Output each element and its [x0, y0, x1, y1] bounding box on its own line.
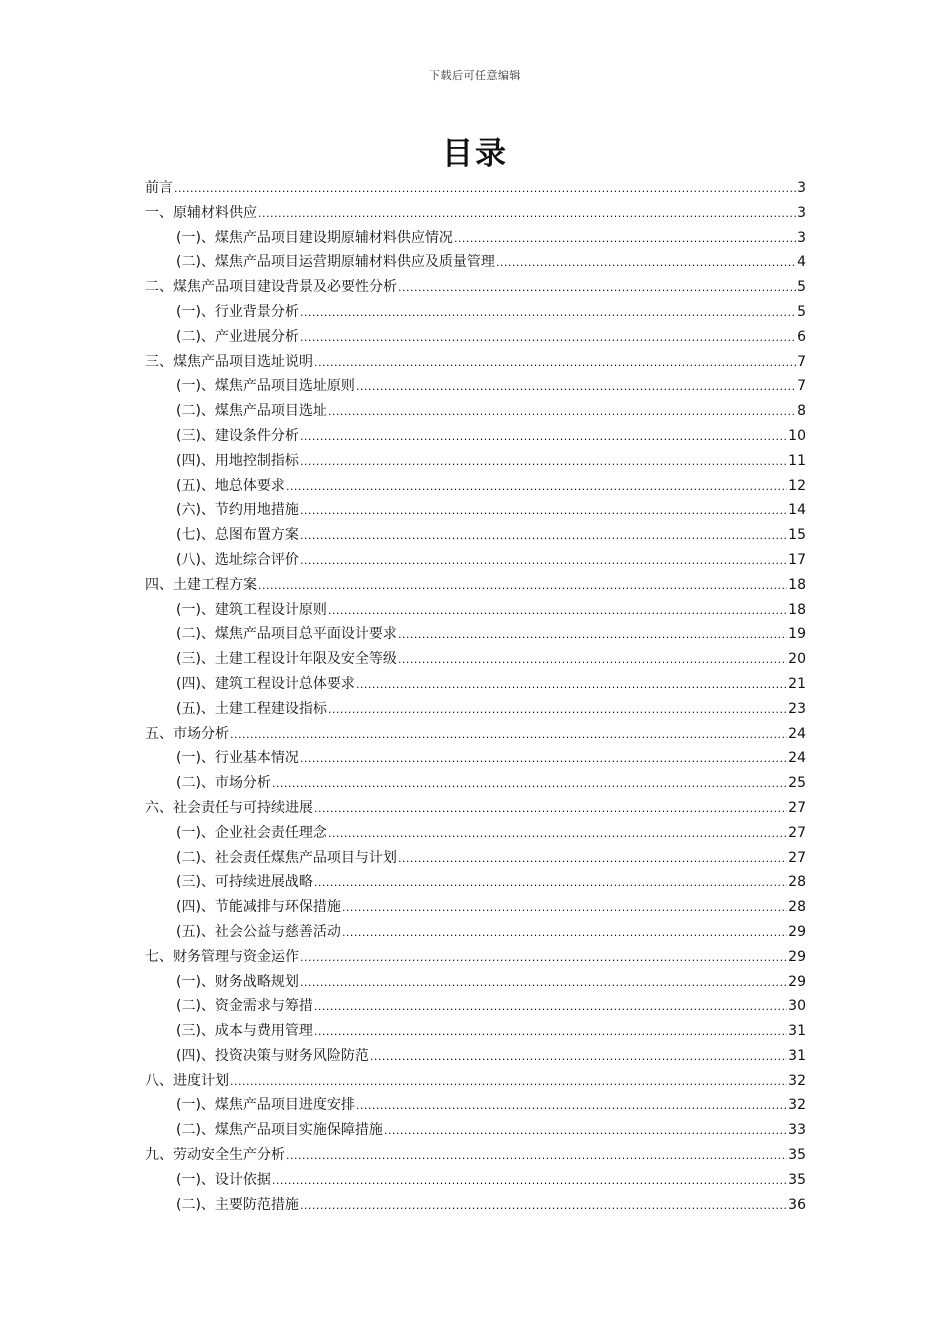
- toc-entry[interactable]: [145, 1069, 806, 1094]
- toc-entry-page-number: 17: [788, 551, 806, 568]
- toc-entry-label: (二)、煤焦产品项目总平面设计要求: [176, 626, 397, 643]
- toc-entry-page-number: 15: [788, 527, 806, 544]
- toc-entry[interactable]: [145, 697, 806, 722]
- toc-dot-leader: [300, 450, 787, 475]
- toc-entry-page-number: 27: [788, 799, 806, 816]
- toc-entry[interactable]: [145, 722, 806, 747]
- toc-dot-leader: [328, 822, 787, 847]
- toc-entry-label: (一)、行业背景分析: [176, 303, 299, 320]
- toc-dot-leader: [300, 326, 796, 351]
- toc-entry-label: (四)、节能减排与环保措施: [176, 899, 341, 916]
- toc-entry[interactable]: [145, 746, 806, 771]
- toc-entry-label: 四、土建工程方案: [145, 576, 257, 593]
- toc-entry[interactable]: [145, 994, 806, 1019]
- toc-entry-label: 七、财务管理与资金运作: [145, 948, 299, 965]
- toc-entry[interactable]: [145, 474, 806, 499]
- toc-entry-label: (二)、煤焦产品项目运营期原辅材料供应及质量管理: [176, 254, 495, 271]
- toc-dot-leader: [314, 995, 787, 1020]
- toc-entry[interactable]: [145, 275, 806, 300]
- toc-entry[interactable]: [145, 1143, 806, 1168]
- toc-entry-label: (二)、市场分析: [176, 775, 271, 792]
- toc-entry-page-number: 28: [788, 899, 806, 916]
- toc-dot-leader: [342, 896, 787, 921]
- toc-entry-label: (八)、选址综合评价: [176, 551, 299, 568]
- toc-entry-label: (一)、财务战略规划: [176, 973, 299, 990]
- toc-entry-label: 二、煤焦产品项目建设背景及必要性分析: [145, 279, 397, 296]
- toc-entry-label: (三)、可持续进展战略: [176, 874, 313, 891]
- toc-dot-leader: [398, 623, 787, 648]
- toc-entry[interactable]: [145, 201, 806, 226]
- toc-dot-leader: [272, 772, 787, 797]
- toc-entry-label: (五)、社会公益与慈善活动: [176, 923, 341, 940]
- toc-dot-leader: [398, 648, 787, 673]
- toc-entry-label: (一)、企业社会责任理念: [176, 824, 327, 841]
- toc-entry-page-number: 20: [788, 651, 806, 668]
- toc-entry[interactable]: [145, 424, 806, 449]
- toc-entry-page-number: 27: [788, 824, 806, 841]
- toc-entry-page-number: 8: [797, 403, 806, 420]
- toc-dot-leader: [328, 599, 787, 624]
- toc-entry-label: (五)、土建工程建设指标: [176, 700, 327, 717]
- toc-entry[interactable]: [145, 325, 806, 350]
- toc-entry[interactable]: [145, 970, 806, 995]
- toc-entry-page-number: 36: [788, 1196, 806, 1213]
- page-title: 目录: [442, 136, 508, 172]
- toc-entry[interactable]: [145, 647, 806, 672]
- toc-entry-label: (二)、资金需求与筹措: [176, 998, 313, 1015]
- page-header-note: 下载后可任意编辑: [429, 69, 521, 82]
- toc-entry-label: (二)、产业进展分析: [176, 328, 299, 345]
- toc-entry-page-number: 35: [788, 1171, 806, 1188]
- toc-dot-leader: [300, 971, 787, 996]
- toc-entry-page-number: 33: [788, 1122, 806, 1139]
- toc-entry-label: 八、进度计划: [145, 1072, 229, 1089]
- toc-dot-leader: [300, 425, 787, 450]
- toc-entry[interactable]: [145, 250, 806, 275]
- toc-entry-label: 三、煤焦产品项目选址说明: [145, 353, 313, 370]
- toc-entry[interactable]: [145, 548, 806, 573]
- toc-entry-page-number: 14: [788, 502, 806, 519]
- toc-entry-label: (一)、煤焦产品项目建设期原辅材料供应情况: [176, 229, 453, 246]
- toc-dot-leader: [258, 574, 787, 599]
- toc-entry-label: (二)、主要防范措施: [176, 1196, 299, 1213]
- toc-entry[interactable]: [145, 350, 806, 375]
- table-of-contents: [145, 176, 806, 1217]
- toc-entry-label: (三)、土建工程设计年限及安全等级: [176, 651, 397, 668]
- toc-entry[interactable]: [145, 300, 806, 325]
- toc-entry[interactable]: [145, 449, 806, 474]
- toc-entry-page-number: 5: [797, 303, 806, 320]
- toc-dot-leader: [300, 1194, 787, 1219]
- toc-entry-label: (四)、建筑工程设计总体要求: [176, 675, 355, 692]
- toc-entry-label: (一)、建筑工程设计原则: [176, 601, 327, 618]
- toc-entry-page-number: 7: [797, 353, 806, 370]
- toc-entry-page-number: 18: [788, 576, 806, 593]
- toc-entry[interactable]: [145, 573, 806, 598]
- toc-entry-page-number: 21: [788, 675, 806, 692]
- toc-dot-leader: [398, 847, 787, 872]
- toc-dot-leader: [286, 475, 787, 500]
- toc-dot-leader: [496, 251, 796, 276]
- toc-entry-page-number: 31: [788, 1023, 806, 1040]
- toc-entry-label: (三)、建设条件分析: [176, 427, 299, 444]
- toc-dot-leader: [342, 921, 787, 946]
- toc-entry-page-number: 3: [797, 180, 806, 196]
- toc-entry-page-number: 32: [788, 1072, 806, 1089]
- toc-dot-leader: [300, 524, 787, 549]
- toc-entry-page-number: 18: [788, 601, 806, 618]
- toc-entry-page-number: 29: [788, 948, 806, 965]
- toc-entry-label: (二)、社会责任煤焦产品项目与计划: [176, 849, 397, 866]
- toc-dot-leader: [356, 673, 787, 698]
- toc-entry-label: (四)、用地控制指标: [176, 452, 299, 469]
- toc-entry-label: (三)、成本与费用管理: [176, 1023, 313, 1040]
- toc-entry-label: 五、市场分析: [145, 725, 229, 742]
- toc-entry-page-number: 27: [788, 849, 806, 866]
- toc-entry-label: (七)、总图布置方案: [176, 527, 299, 544]
- toc-entry[interactable]: [145, 672, 806, 697]
- toc-entry[interactable]: [145, 771, 806, 796]
- toc-entry-page-number: 29: [788, 973, 806, 990]
- toc-dot-leader: [328, 698, 787, 723]
- toc-dot-leader: [174, 177, 796, 202]
- toc-entry[interactable]: [145, 895, 806, 920]
- toc-dot-leader: [356, 375, 796, 400]
- toc-entry-label: (一)、煤焦产品项目选址原则: [176, 378, 355, 395]
- toc-dot-leader: [258, 202, 796, 227]
- toc-entry-page-number: 3: [797, 204, 806, 221]
- toc-entry[interactable]: [145, 920, 806, 945]
- toc-dot-leader: [384, 1119, 787, 1144]
- toc-entry-label: (六)、节约用地措施: [176, 502, 299, 519]
- toc-entry[interactable]: [145, 796, 806, 821]
- toc-entry-page-number: 31: [788, 1047, 806, 1064]
- toc-entry[interactable]: [145, 1093, 806, 1118]
- toc-entry-page-number: 7: [797, 378, 806, 395]
- toc-dot-leader: [328, 400, 796, 425]
- toc-dot-leader: [286, 1144, 787, 1169]
- toc-dot-leader: [230, 723, 787, 748]
- toc-entry-label: (四)、投资决策与财务风险防范: [176, 1047, 369, 1064]
- toc-entry[interactable]: [145, 1168, 806, 1193]
- toc-entry-page-number: 23: [788, 700, 806, 717]
- toc-dot-leader: [300, 549, 787, 574]
- toc-dot-leader: [314, 351, 796, 376]
- toc-entry-label: 六、社会责任与可持续进展: [145, 799, 313, 816]
- toc-entry[interactable]: [145, 821, 806, 846]
- toc-dot-leader: [314, 871, 787, 896]
- toc-dot-leader: [370, 1045, 787, 1070]
- toc-dot-leader: [230, 1070, 787, 1095]
- toc-entry-page-number: 5: [797, 279, 806, 296]
- toc-entry[interactable]: [145, 945, 806, 970]
- toc-entry-label: 前言: [145, 180, 173, 196]
- toc-dot-leader: [272, 1169, 787, 1194]
- toc-entry[interactable]: [145, 870, 806, 895]
- toc-entry-label: (一)、设计依据: [176, 1171, 271, 1188]
- toc-entry[interactable]: [145, 598, 806, 623]
- toc-entry[interactable]: [145, 622, 806, 647]
- toc-entry-page-number: 10: [788, 427, 806, 444]
- toc-dot-leader: [314, 1020, 787, 1045]
- toc-entry[interactable]: [145, 176, 806, 201]
- toc-entry[interactable]: [145, 1118, 806, 1143]
- toc-entry-page-number: 11: [788, 452, 806, 469]
- toc-entry-page-number: 25: [788, 775, 806, 792]
- toc-entry-label: (二)、煤焦产品项目选址: [176, 403, 327, 420]
- toc-entry[interactable]: [145, 226, 806, 251]
- toc-entry-label: (一)、煤焦产品项目进度安排: [176, 1097, 355, 1114]
- toc-entry-label: 九、劳动安全生产分析: [145, 1147, 285, 1164]
- toc-dot-leader: [300, 747, 787, 772]
- toc-entry-page-number: 24: [788, 750, 806, 767]
- toc-entry[interactable]: [145, 498, 806, 523]
- toc-entry[interactable]: [145, 399, 806, 424]
- toc-entry-label: 一、原辅材料供应: [145, 204, 257, 221]
- toc-entry-label: (二)、煤焦产品项目实施保障措施: [176, 1122, 383, 1139]
- toc-dot-leader: [356, 1094, 787, 1119]
- toc-entry[interactable]: [145, 1019, 806, 1044]
- toc-entry[interactable]: [145, 374, 806, 399]
- toc-dot-leader: [300, 499, 787, 524]
- toc-entry-page-number: 3: [797, 229, 806, 246]
- toc-entry-label: (一)、行业基本情况: [176, 750, 299, 767]
- toc-dot-leader: [398, 276, 796, 301]
- toc-entry-page-number: 24: [788, 725, 806, 742]
- toc-entry[interactable]: [145, 1044, 806, 1069]
- toc-dot-leader: [314, 797, 787, 822]
- toc-dot-leader: [300, 946, 787, 971]
- toc-entry-page-number: 6: [797, 328, 806, 345]
- toc-entry-page-number: 35: [788, 1147, 806, 1164]
- toc-entry-page-number: 28: [788, 874, 806, 891]
- toc-entry[interactable]: [145, 846, 806, 871]
- toc-entry-page-number: 4: [797, 254, 806, 271]
- toc-entry-page-number: 19: [788, 626, 806, 643]
- toc-entry-page-number: 32: [788, 1097, 806, 1114]
- toc-entry-page-number: 12: [788, 477, 806, 494]
- toc-dot-leader: [300, 301, 796, 326]
- toc-entry[interactable]: [145, 1193, 806, 1218]
- toc-entry-page-number: 29: [788, 923, 806, 940]
- toc-entry-label: (五)、地总体要求: [176, 477, 285, 494]
- toc-entry[interactable]: [145, 523, 806, 548]
- toc-entry-page-number: 30: [788, 998, 806, 1015]
- toc-dot-leader: [454, 227, 796, 252]
